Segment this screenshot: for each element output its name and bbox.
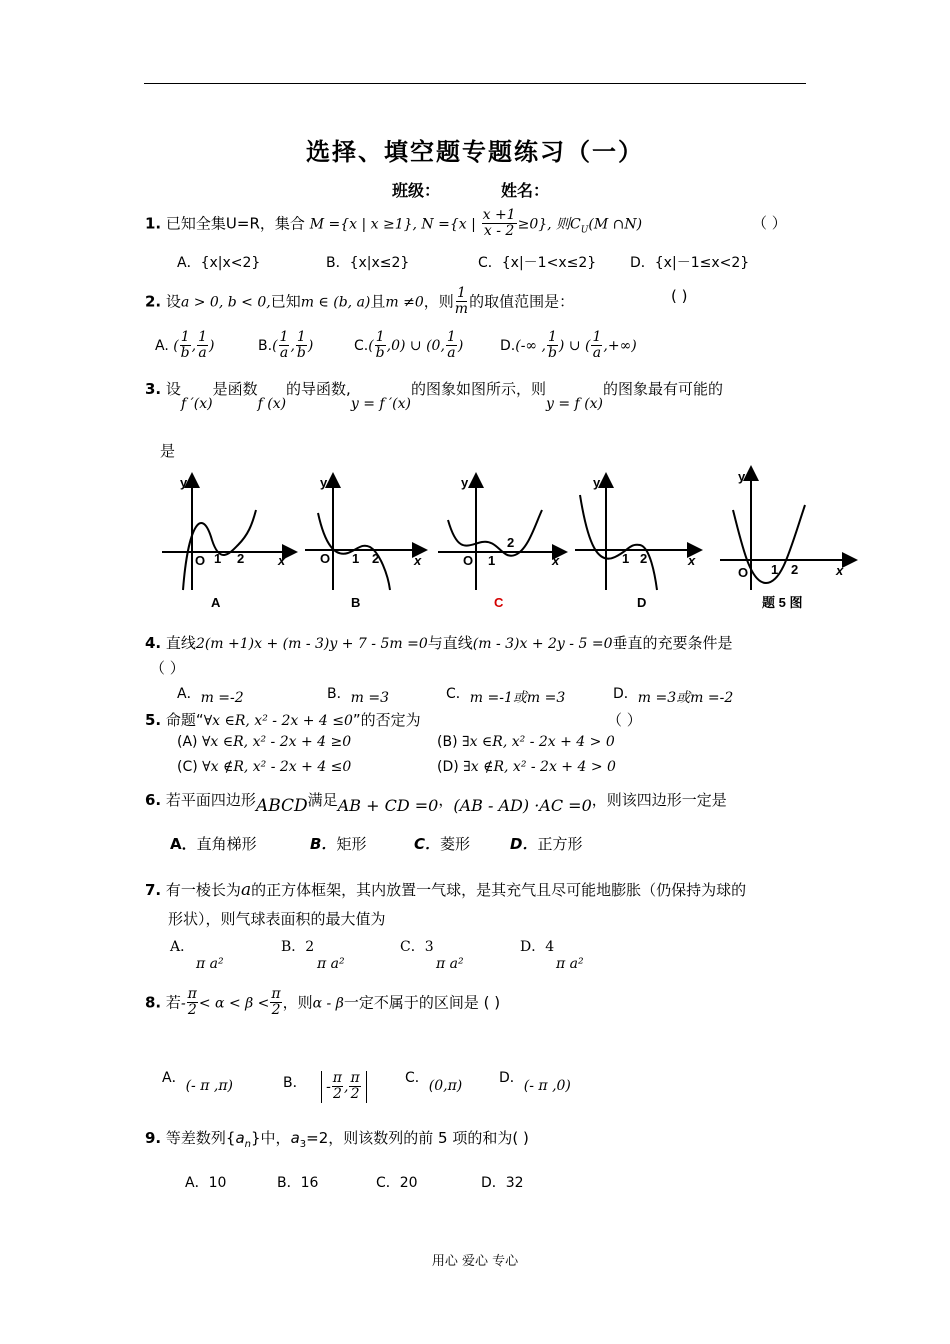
option-d: D．正方形: [510, 835, 583, 853]
svg-text:1: 1: [488, 553, 496, 568]
option-d: D．{x|－1≤x<2}: [630, 255, 750, 271]
question-2: 2. 设a > 0, b < 0,已知m ∈ (b, a)且m ≠0，则 $\frac{1}{m}$ 的取值范围是：: [145, 285, 575, 318]
page-title: 选择、填空题专题练习（一）: [306, 137, 644, 166]
option-c: C．菱形: [414, 835, 471, 853]
graph-label-b: B: [351, 595, 361, 610]
svg-text:2: 2: [791, 562, 799, 577]
option-b: B．16: [277, 1175, 319, 1191]
graph-a: [162, 475, 290, 610]
svg-text:y: y: [738, 469, 746, 484]
option-a: A．直角梯形: [170, 835, 257, 853]
option-b: B．矩形: [310, 835, 367, 853]
class-label: 班级：: [392, 181, 441, 200]
page-footer: 用心 爱心 专心: [431, 1254, 519, 1269]
svg-text:y: y: [320, 475, 328, 490]
option-d: D．(- π ,0): [499, 1070, 571, 1094]
figure-caption: 题 5 图: [762, 595, 803, 610]
svg-text:x: x: [688, 553, 696, 568]
graph-d: [575, 475, 696, 610]
question-5: 5. 命题“∀x ∈R, x² - 2x + 4 ≤0”的否定为: [145, 711, 421, 729]
answer-paren: （ ）: [752, 214, 787, 232]
svg-text:x: x: [414, 553, 422, 568]
option-d: D．m =3或m =-2: [613, 686, 734, 706]
svg-text:1: 1: [771, 562, 779, 577]
svg-text:O: O: [463, 553, 474, 568]
math-expr: ≥0}, 则C: [517, 216, 581, 233]
question-9: 9. 等差数列$\{a_n\}$中，$a_3=2$，则该数列的前 5 项的和为( ): [145, 1129, 529, 1150]
option-b: B．2 π a²: [281, 939, 345, 972]
option-a: A．m =-2: [177, 686, 244, 706]
option-c: (C) ∀x ∉R, x² - 2x + 4 ≤0: [177, 759, 352, 775]
name-label: 姓名：: [501, 181, 550, 200]
svg-text:O: O: [320, 551, 331, 566]
math-expr: (M ∩N): [588, 216, 643, 233]
axis-label-y: y: [180, 475, 188, 490]
question-number: 1.: [145, 214, 162, 233]
option-c: C．{x|－1<x≤2}: [478, 255, 597, 271]
graph-label-a: A: [211, 595, 221, 610]
option-d: D.(-∞ , $\frac{1}{b}$ ) ∪ ( $\frac{1}{a}$ ,+∞): [500, 329, 637, 362]
answer-paren: ( ): [671, 287, 688, 305]
option-a: A．10: [185, 1175, 227, 1191]
option-d: D．32: [481, 1175, 524, 1191]
svg-text:2: 2: [372, 551, 380, 566]
option-a: (A) ∀x ∈R, x² - 2x + 4 ≥0: [177, 734, 352, 750]
graph-fig5: [720, 469, 850, 610]
option-a: A．{x|x<2}: [177, 255, 261, 271]
answer-paren: （ ）: [150, 659, 185, 677]
fraction: $\frac{1}{m}$: [454, 285, 469, 318]
question-3: 3. 设f ′(x)是函数f (x)的导函数,y = f ′(x)的图象如图所示，则y = f (x)的图象最有可能的: [145, 380, 724, 412]
fraction: $\frac{x +1}{x - 2}$: [482, 207, 516, 240]
svg-text:2: 2: [640, 551, 648, 566]
svg-text:x: x: [836, 563, 844, 578]
graph-label-c: C: [494, 595, 504, 610]
graph-label-d: D: [637, 595, 647, 610]
option-a: A. ( $\frac{1}{b}$ , $\frac{1}{a}$ ): [155, 329, 215, 362]
option-c: C．20: [376, 1175, 418, 1191]
option-b: B.( $\frac{1}{a}$ , $\frac{1}{b}$ ): [258, 329, 314, 362]
option-d: (D) ∃x ∉R, x² - 2x + 4 > 0: [437, 759, 616, 775]
option-c: C.( $\frac{1}{b}$ ,0) ∪ (0, $\frac{1}{a}$ ): [354, 329, 464, 362]
svg-text:x: x: [552, 553, 560, 568]
svg-text:y: y: [593, 475, 601, 490]
svg-text:O: O: [195, 553, 206, 568]
svg-text:1: 1: [214, 551, 222, 566]
math-expr: M ={x | x ≥1}, N ={x |: [309, 216, 476, 233]
option-a: A．(- π ,π): [162, 1070, 233, 1094]
header-rule: [144, 83, 806, 84]
option-c: C．3 π a²: [400, 939, 464, 972]
question-3-cont: 是: [160, 442, 176, 460]
svg-text:O: O: [738, 565, 749, 580]
question-7: 7. 有一棱长为a的正方体框架，其内放置一气球，是其充气且尽可能地膨胀（仍保持为球的: [145, 880, 747, 900]
svg-text:1: 1: [622, 551, 630, 566]
question-text: 已知全集U=R，集合: [165, 214, 305, 233]
option-b: (B) ∃x ∈R, x² - 2x + 4 > 0: [437, 734, 615, 750]
graph-row: [150, 465, 860, 620]
svg-text:x: x: [278, 553, 286, 568]
svg-text:1: 1: [352, 551, 360, 566]
svg-text:y: y: [461, 475, 469, 490]
option-a: A． π a²: [170, 939, 224, 972]
question-1: 1. 已知全集U=R，集合 M ={x | x ≥1}, N ={x | $\frac{x +1}{x - 2}$ ≥0}, 则$C_U(M$ ∩N): [145, 207, 643, 240]
question-6: 6. 若平面四边形ABCD满足AB + CD =0，(AB - AD) ·AC =0，则该四边形一定是: [145, 791, 727, 816]
option-b: B．m =3: [327, 686, 389, 706]
svg-text:2: 2: [507, 535, 515, 550]
question-8: 8. 若- $\frac{\pi}{2}$ < α < β < $\frac{\pi}{2}$ ，则α - β一定不属于的区间是 ( ): [145, 986, 501, 1019]
question-4: 4. 直线2(m +1)x + (m - 3)y + 7 - 5m =0与直线(m - 3)x + 2y - 5 =0垂直的充要条件是: [145, 634, 733, 652]
graph-b: [305, 475, 422, 610]
question-7-cont: 形状），则气球表面积的最大值为: [168, 910, 386, 928]
svg-text:2: 2: [237, 551, 245, 566]
option-b: B．{x|x≤2}: [326, 255, 410, 271]
graph-c: [438, 475, 560, 610]
option-d: D．4 π a²: [520, 939, 584, 972]
option-b: B． - $\frac{\pi}{2}$ , $\frac{\pi}{2}$: [283, 1067, 367, 1099]
option-c: C．m =-1或m =3: [446, 686, 566, 706]
option-c: C．(0,π): [405, 1070, 463, 1094]
answer-paren: （ ）: [607, 711, 642, 729]
